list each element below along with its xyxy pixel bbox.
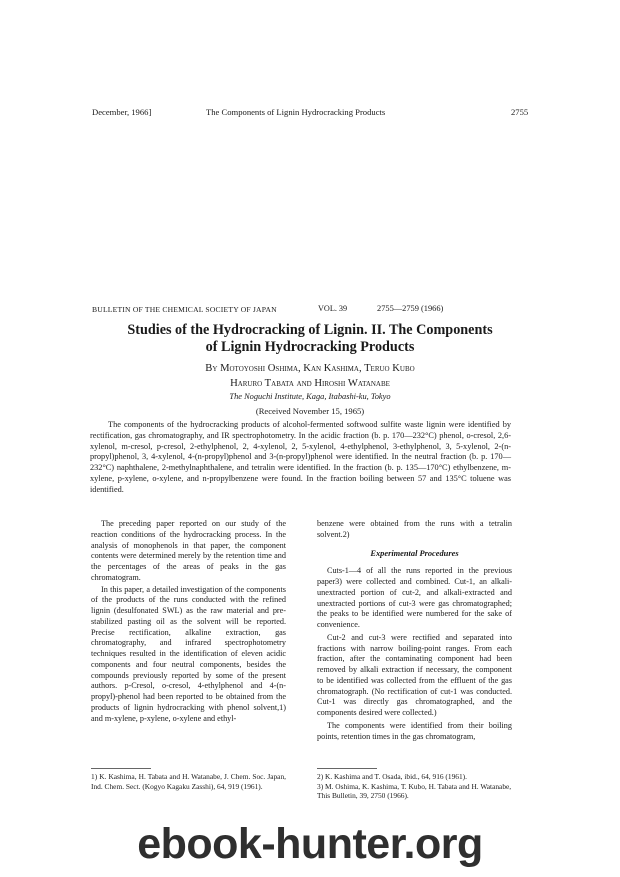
running-head-title: The Components of Lignin Hydrocracking Products — [206, 107, 386, 117]
journal-volume: VOL. 39 — [318, 304, 348, 313]
received-date: (Received November 15, 1965) — [255, 406, 365, 416]
intro-paragraph-2: In this paper, a detailed investigation of the components of the products of the runs conducted with the refined lignin (desulfonated SWL) as the raw material and pre-stabilized pasting oil as the solvent will be reported. Precise rectification, alkaline extraction, gas chromatography, and infrared spectrophotometry techniques resulted in the identification of eleven acidic components and four neutral components, besides the compounds previously reported by some of the present authors. p-Cresol, o-cresol, 4-ethylphenol and 4-(n-propyl)-phenol had been reported to be obtained from the products of lignin hydrocracking with phenol solvent,1) and m-xylene, p-xylene, o-xylene and ethyl- — [91, 584, 286, 723]
abstract — [90, 420, 511, 495]
footnote-1: 1) K. Kashima, H. Tabata and H. Watanabe, J. Chem. Soc. Japan, Ind. Chem. Sect. (Kogyo Kagaku Zasshi), 64, 919 (1961). — [91, 772, 286, 791]
affiliation: The Noguchi Institute, Kaga, Itabashi-ku, Tokyo — [229, 392, 391, 401]
right-column — [317, 519, 512, 742]
intro-paragraph-1: The preceding paper reported on our study of the reaction conditions of the hydrocracking process. In the analysis of monophenols in that paper, the component contents were determined merely by the retention time and the percentages of the areas of peaks in the gas chromatogram. — [91, 519, 286, 582]
section-heading: Experimental Procedures — [370, 548, 459, 558]
article-title-line-1: Studies of the Hydrocracking of Lignin. II. The Components — [127, 322, 493, 338]
carryover-text: benzene were obtained from the runs with a tetralin solvent.2) — [317, 519, 512, 539]
running-head-date: December, 1966] — [92, 107, 152, 117]
watermark: ebook-hunter.org — [137, 820, 483, 868]
experimental-paragraph-2: Cut-2 and cut-3 were rectified and separated into fractions with narrow boiling-point ranges. From each fraction, after the contaminating component had been removed by alkali extraction if necessary, the component to be identified was collected from the effluent of the gas chromatograph. (No rectification of cut-1 was conducted. Cut-1 was directly gas chromatographed, and the components desired were collected.) — [317, 632, 512, 717]
left-column — [91, 519, 286, 724]
running-head-page: 2755 — [511, 107, 529, 117]
journal-name: BULLETIN OF THE CHEMICAL SOCIETY OF JAPAN — [92, 305, 277, 314]
experimental-paragraph-1: Cuts-1—4 of all the runs reported in the previous paper3) were collected and combined. Cut-1, an alkali-unextracted portion of cut-2, and alkali-extracted and unextracted portions of cut-3 were gas chromatographed; the peaks to be identified were numbered for the sake of convenience. — [317, 566, 512, 629]
journal-pages: 2755—2759 (1966) — [377, 304, 444, 313]
footnote-rule-left — [91, 768, 151, 769]
author-line-2: Haruro Tabata and Hiroshi Watanabe — [230, 378, 390, 389]
footnote-2: 2) K. Kashima and T. Osada, ibid., 64, 916 (1961). — [317, 772, 467, 781]
footnote-rule-right — [317, 768, 377, 769]
experimental-paragraph-3: The components were identified from their boiling points, retention times in the gas chromatogram, — [317, 720, 512, 741]
author-line-1: By Motoyoshi Oshima, Kan Kashima, Teruo Kubo — [205, 363, 415, 374]
article-title-line-2: of Lignin Hydrocracking Products — [205, 339, 415, 355]
footnotes-right — [317, 772, 512, 801]
footnote-3: 3) M. Oshima, K. Kashima, T. Kubo, H. Tabata and H. Watanabe, This Bulletin, 39, 2750 (1966). — [317, 781, 512, 800]
abstract-text: The components of the hydrocracking products of alcohol-fermented softwood sulfite waste lignin were identified by rectification, gas chromatography, and IR spectrophotometry. In the acidic fraction (b. p. 170—232°C) phenol, o-cresol, 2,6-xylenol, m-cresol, p-cresol, 2-ethylphenol, 2, 4-xylenol, 2, 5-xylenol, 4-ethylphenol, 3-ethylphenol, 3, 5-xylenol, 2-(n-propyl)phenol, 3, 4-xylenol, 4-(n-propyl)phenol and 3-(n-propyl)phenol were identified. In the neutral fraction (b. p. 170—232°C) naphthalene, 2-methylnaphthalene, and tetralin were identified. In the fraction (b. p. 135—170°C) ethylbenzene, m-xylene, p-xylene, o-xylene, and n-propylbenzene were found. In the fraction boiling between 57 and 135°C toluene was identified. — [90, 420, 511, 494]
